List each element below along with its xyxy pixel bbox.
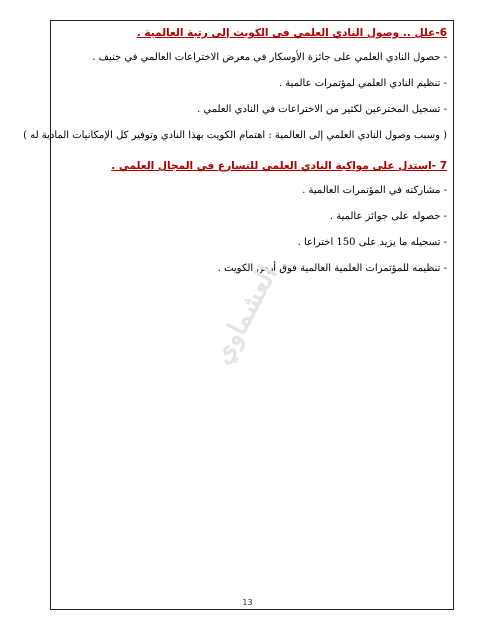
list-item: - تنظيمه للمؤتمرات العلمية العالمية فوق أرض الكويت . (217, 263, 447, 274)
document-content (23, 24, 447, 276)
question-7-answers (58, 184, 447, 276)
question-7-heading: 7 -استدل على مواكبة النادي العلمي للتسارع في المجال العلمي . (111, 160, 447, 172)
list-item: - تسجيل المخترعين لكثير من الاختراعات في النادي العلمي . (197, 104, 447, 115)
list-item: - مشاركته في المؤتمرات العالمية . (302, 185, 447, 196)
list-item: ( وسبب وصول النادي العلمي إلى العالمية : اهتمام الكويت بهذا النادي وتوفير كل الإمكانيات المادية له ) (23, 130, 447, 141)
question-6-answers (23, 51, 447, 143)
list-item: - حصول النادي العلمي على جائزة الأوسكار في معرض الاختراعات العالمي في جنيف . (92, 52, 447, 63)
list-item: - تنظيم النادي العلمي لمؤتمرات عالمية . (278, 78, 447, 89)
list-item: - حصوله على جوائز عالمية . (329, 211, 447, 222)
page-number: 13 (242, 598, 253, 607)
author-watermark: العشماوي (207, 260, 284, 370)
list-item: - تسجيله ما يزيد على 150 اختراعا . (297, 237, 447, 248)
question-6-heading: 6-علل .. وصول النادي العلمي في الكويت إلى رتبة العالمية . (136, 27, 447, 39)
